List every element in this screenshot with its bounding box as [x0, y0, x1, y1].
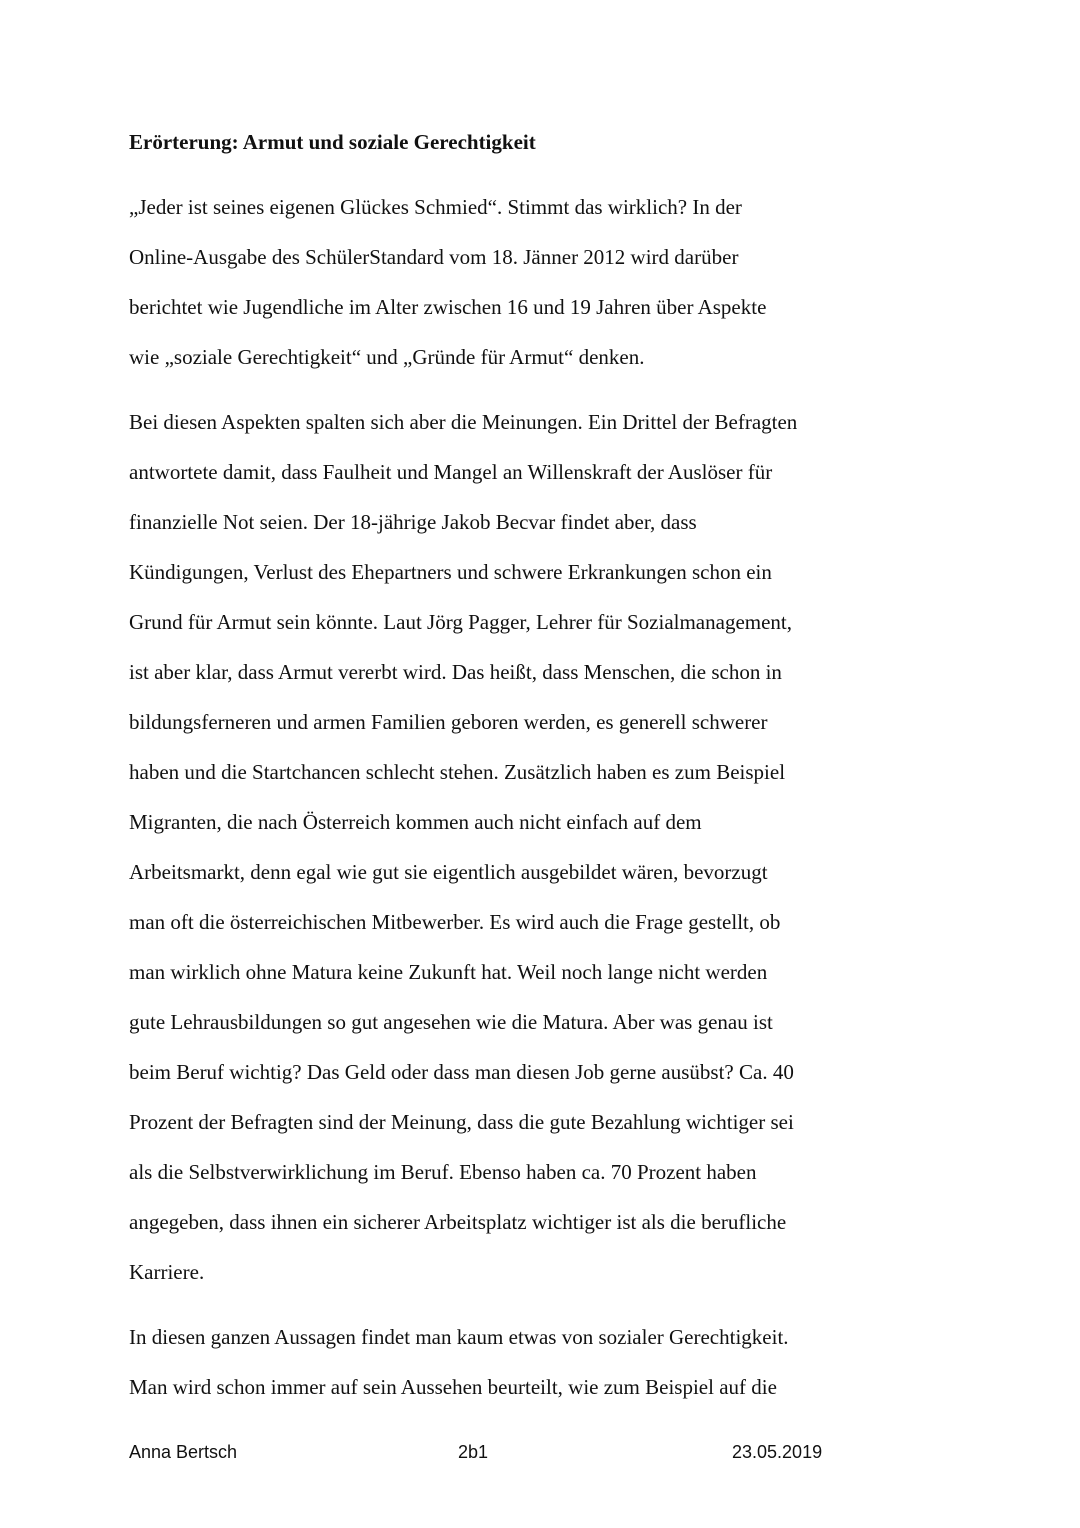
paragraph-2-line-16: als die Selbstverwirklichung im Beruf. Ebenso haben ca. 70 Prozent haben — [129, 1160, 757, 1184]
paragraph-2-line-2: antwortete damit, dass Faulheit und Mangel an Willenskraft der Auslöser für — [129, 460, 773, 484]
footer-class: 2b1 — [458, 1442, 489, 1462]
paragraph-1-line-4: wie „soziale Gerechtigkeit“ und „Gründe für Armut“ denken. — [129, 345, 645, 369]
footer-date: 23.05.2019 — [732, 1442, 823, 1462]
paragraph-2-line-3: finanzielle Not seien. Der 18-jährige Jakob Becvar findet aber, dass — [129, 510, 697, 534]
paragraph-2-line-5: Grund für Armut sein könnte. Laut Jörg Pagger, Lehrer für Sozialmanagement, — [129, 610, 793, 634]
paragraph-2-line-13: gute Lehrausbildungen so gut angesehen wie die Matura. Aber was genau ist — [129, 1010, 773, 1034]
paragraph-2-line-6: ist aber klar, dass Armut vererbt wird. Das heißt, dass Menschen, die schon in — [129, 660, 782, 684]
paragraph-1-line-2: Online-Ausgabe des SchülerStandard vom 18. Jänner 2012 wird darüber — [129, 245, 739, 269]
paragraph-1-line-3: berichtet wie Jugendliche im Alter zwischen 16 und 19 Jahren über Aspekte — [129, 295, 767, 319]
paragraph-2-line-12: man wirklich ohne Matura keine Zukunft hat. Weil noch lange nicht werden — [129, 960, 768, 984]
footer-author: Anna Bertsch — [129, 1442, 238, 1462]
paragraph-3-line-1: In diesen ganzen Aussagen findet man kaum etwas von sozialer Gerechtigkeit. — [129, 1325, 789, 1349]
paragraph-2-line-7: bildungsferneren und armen Familien geboren werden, es generell schwerer — [129, 710, 768, 734]
paragraph-2-line-17: angegeben, dass ihnen ein sicherer Arbeitsplatz wichtiger ist als die berufliche — [129, 1210, 787, 1234]
paragraph-2-line-14: beim Beruf wichtig? Das Geld oder dass man diesen Job gerne ausübst? Ca. 40 — [129, 1060, 794, 1084]
paragraph-2-line-18: Karriere. — [129, 1260, 205, 1284]
paragraph-2-line-1: Bei diesen Aspekten spalten sich aber die Meinungen. Ein Drittel der Befragten — [129, 410, 798, 434]
paragraph-2-line-15: Prozent der Befragten sind der Meinung, dass die gute Bezahlung wichtiger sei — [129, 1110, 794, 1134]
paragraph-1-line-1: „Jeder ist seines eigenen Glückes Schmied“. Stimmt das wirklich? In der — [129, 195, 742, 219]
paragraph-2-line-4: Kündigungen, Verlust des Ehepartners und schwere Erkrankungen schon ein — [129, 560, 772, 584]
paragraph-2-line-9: Migranten, die nach Österreich kommen auch nicht einfach auf dem — [129, 810, 702, 834]
paragraph-2-line-8: haben und die Startchancen schlecht stehen. Zusätzlich haben es zum Beispiel — [129, 760, 786, 784]
paragraph-2-line-10: Arbeitsmarkt, denn egal wie gut sie eigentlich ausgebildet wären, bevorzugt — [129, 860, 768, 884]
document-title: Erörterung: Armut und soziale Gerechtigkeit — [129, 130, 536, 154]
paragraph-3-line-2: Man wird schon immer auf sein Aussehen beurteilt, wie zum Beispiel auf die — [129, 1375, 777, 1399]
paragraph-2-line-11: man oft die österreichischen Mitbewerber. Es wird auch die Frage gestellt, ob — [129, 910, 781, 934]
